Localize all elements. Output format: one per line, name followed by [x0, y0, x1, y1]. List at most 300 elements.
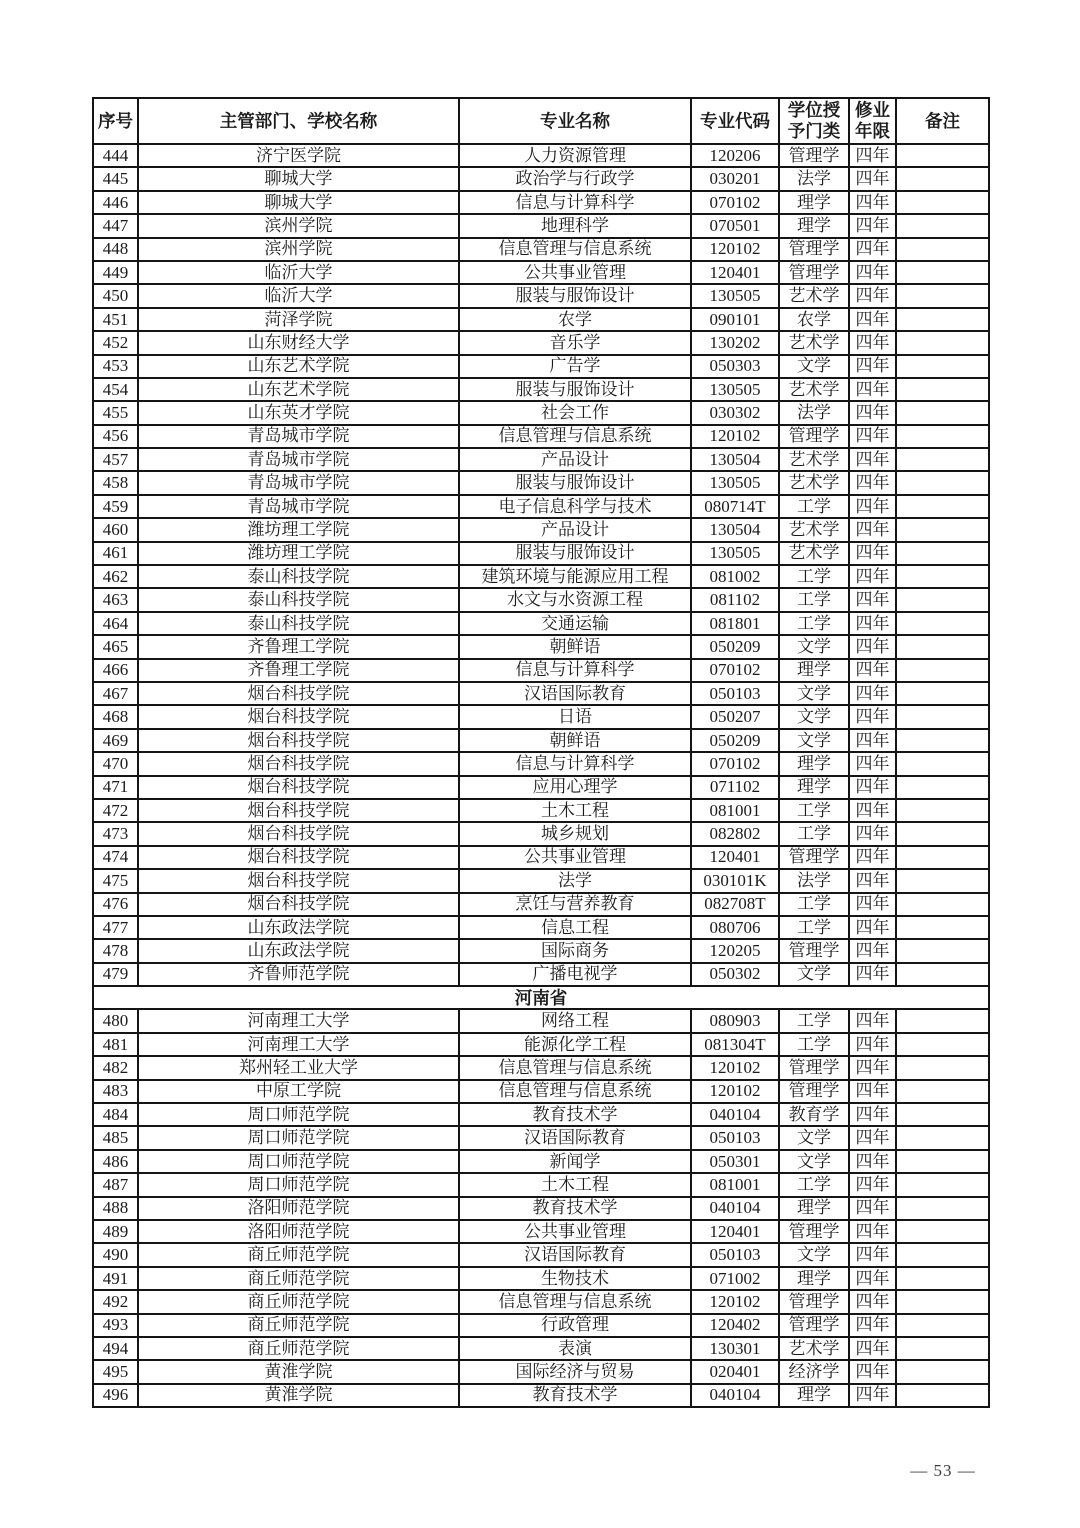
- table-row: [93, 752, 989, 775]
- cell-school: 山东英才学院: [138, 401, 459, 424]
- cell-years: 四年: [849, 495, 896, 518]
- cell-school: 烟台科技学院: [138, 752, 459, 775]
- column-header-school: 主管部门、学校名称: [138, 98, 459, 144]
- cell-years: 四年: [849, 1197, 896, 1220]
- cell-note: [896, 846, 989, 869]
- cell-years: 四年: [849, 1056, 896, 1079]
- table-row: [93, 869, 989, 892]
- table-row: [93, 1290, 989, 1313]
- table-row: [93, 1103, 989, 1126]
- cell-note: [896, 518, 989, 541]
- cell-years: 四年: [849, 939, 896, 962]
- cell-major: 土木工程: [459, 799, 691, 822]
- cell-major: 信息管理与信息系统: [459, 1080, 691, 1103]
- cell-note: [896, 1126, 989, 1149]
- cell-years: 四年: [849, 729, 896, 752]
- cell-years: 四年: [849, 1290, 896, 1313]
- cell-major: 建筑环境与能源应用工程: [459, 565, 691, 588]
- cell-major: 城乡规划: [459, 822, 691, 845]
- cell-school: 郑州轻工业大学: [138, 1056, 459, 1079]
- cell-years: 四年: [849, 284, 896, 307]
- cell-code: 120206: [691, 144, 779, 167]
- cell-code: 040104: [691, 1197, 779, 1220]
- cell-major: 地理科学: [459, 214, 691, 237]
- cell-note: [896, 822, 989, 845]
- table-row: [93, 1314, 989, 1337]
- cell-no: 486: [93, 1150, 138, 1173]
- cell-no: 450: [93, 284, 138, 307]
- cell-major: 产品设计: [459, 518, 691, 541]
- cell-school: 烟台科技学院: [138, 846, 459, 869]
- cell-years: 四年: [849, 1220, 896, 1243]
- cell-school: 滨州学院: [138, 238, 459, 261]
- cell-years: 四年: [849, 448, 896, 471]
- table-row: [93, 261, 989, 284]
- cell-code: 071002: [691, 1267, 779, 1290]
- table-row: [93, 705, 989, 728]
- cell-degree: 文学: [779, 1150, 849, 1173]
- column-header-no: 序号: [93, 98, 138, 144]
- cell-note: [896, 1384, 989, 1407]
- cell-degree: 管理学: [779, 1220, 849, 1243]
- cell-school: 烟台科技学院: [138, 776, 459, 799]
- cell-code: 130505: [691, 378, 779, 401]
- cell-note: [896, 565, 989, 588]
- cell-degree: 管理学: [779, 261, 849, 284]
- table-row: [93, 1267, 989, 1290]
- cell-note: [896, 1337, 989, 1360]
- cell-note: [896, 752, 989, 775]
- cell-no: 452: [93, 331, 138, 354]
- table-row: [93, 612, 989, 635]
- cell-school: 烟台科技学院: [138, 705, 459, 728]
- cell-major: 公共事业管理: [459, 1220, 691, 1243]
- cell-degree: 文学: [779, 963, 849, 986]
- cell-school: 中原工学院: [138, 1080, 459, 1103]
- cell-school: 临沂大学: [138, 261, 459, 284]
- cell-no: 455: [93, 401, 138, 424]
- cell-school: 山东艺术学院: [138, 355, 459, 378]
- cell-major: 音乐学: [459, 331, 691, 354]
- cell-no: 488: [93, 1197, 138, 1220]
- cell-school: 菏泽学院: [138, 308, 459, 331]
- cell-years: 四年: [849, 1150, 896, 1173]
- cell-degree: 管理学: [779, 1056, 849, 1079]
- cell-no: 465: [93, 635, 138, 658]
- table-row: [93, 1173, 989, 1196]
- table-row: [93, 355, 989, 378]
- cell-major: 汉语国际教育: [459, 1126, 691, 1149]
- cell-school: 青岛城市学院: [138, 495, 459, 518]
- cell-major: 信息管理与信息系统: [459, 425, 691, 448]
- cell-years: 四年: [849, 588, 896, 611]
- cell-degree: 艺术学: [779, 284, 849, 307]
- table-row: [93, 1033, 989, 1056]
- cell-major: 广播电视学: [459, 963, 691, 986]
- cell-note: [896, 1009, 989, 1032]
- cell-degree: 文学: [779, 729, 849, 752]
- cell-note: [896, 191, 989, 214]
- cell-major: 电子信息科学与技术: [459, 495, 691, 518]
- cell-code: 130504: [691, 518, 779, 541]
- cell-degree: 艺术学: [779, 471, 849, 494]
- cell-no: 492: [93, 1290, 138, 1313]
- cell-school: 黄淮学院: [138, 1360, 459, 1383]
- cell-note: [896, 963, 989, 986]
- cell-major: 应用心理学: [459, 776, 691, 799]
- cell-years: 四年: [849, 401, 896, 424]
- cell-degree: 工学: [779, 1033, 849, 1056]
- cell-school: 齐鲁理工学院: [138, 635, 459, 658]
- table-row: [93, 659, 989, 682]
- cell-school: 洛阳师范学院: [138, 1197, 459, 1220]
- cell-major: 产品设计: [459, 448, 691, 471]
- cell-degree: 理学: [779, 776, 849, 799]
- cell-school: 周口师范学院: [138, 1150, 459, 1173]
- cell-school: 烟台科技学院: [138, 822, 459, 845]
- cell-school: 潍坊理工学院: [138, 518, 459, 541]
- cell-code: 070102: [691, 659, 779, 682]
- table-row: [93, 191, 989, 214]
- cell-years: 四年: [849, 378, 896, 401]
- cell-note: [896, 1197, 989, 1220]
- cell-years: 四年: [849, 542, 896, 565]
- cell-code: 130301: [691, 1337, 779, 1360]
- table-row: [93, 565, 989, 588]
- column-header-note: 备注: [896, 98, 989, 144]
- cell-no: 479: [93, 963, 138, 986]
- cell-years: 四年: [849, 1033, 896, 1056]
- cell-years: 四年: [849, 1337, 896, 1360]
- cell-school: 聊城大学: [138, 191, 459, 214]
- cell-school: 周口师范学院: [138, 1126, 459, 1149]
- cell-degree: 文学: [779, 682, 849, 705]
- cell-note: [896, 1056, 989, 1079]
- cell-no: 458: [93, 471, 138, 494]
- cell-code: 050207: [691, 705, 779, 728]
- cell-note: [896, 1103, 989, 1126]
- cell-degree: 艺术学: [779, 448, 849, 471]
- cell-no: 484: [93, 1103, 138, 1126]
- cell-code: 050209: [691, 635, 779, 658]
- table-row: [93, 916, 989, 939]
- table-row: [93, 1384, 989, 1407]
- cell-no: 495: [93, 1360, 138, 1383]
- cell-years: 四年: [849, 846, 896, 869]
- cell-years: 四年: [849, 518, 896, 541]
- cell-degree: 文学: [779, 355, 849, 378]
- cell-code: 120402: [691, 1314, 779, 1337]
- cell-school: 商丘师范学院: [138, 1290, 459, 1313]
- cell-degree: 工学: [779, 916, 849, 939]
- cell-code: 040104: [691, 1384, 779, 1407]
- cell-major: 人力资源管理: [459, 144, 691, 167]
- table-row: [93, 588, 989, 611]
- cell-major: 汉语国际教育: [459, 682, 691, 705]
- cell-school: 山东财经大学: [138, 331, 459, 354]
- cell-years: 四年: [849, 799, 896, 822]
- cell-school: 青岛城市学院: [138, 471, 459, 494]
- cell-code: 080903: [691, 1009, 779, 1032]
- cell-years: 四年: [849, 261, 896, 284]
- cell-school: 商丘师范学院: [138, 1267, 459, 1290]
- cell-no: 480: [93, 1009, 138, 1032]
- cell-years: 四年: [849, 705, 896, 728]
- cell-note: [896, 799, 989, 822]
- cell-no: 491: [93, 1267, 138, 1290]
- cell-major: 信息工程: [459, 916, 691, 939]
- cell-school: 周口师范学院: [138, 1103, 459, 1126]
- cell-no: 464: [93, 612, 138, 635]
- cell-no: 449: [93, 261, 138, 284]
- cell-note: [896, 588, 989, 611]
- cell-code: 050103: [691, 682, 779, 705]
- cell-code: 130202: [691, 331, 779, 354]
- cell-note: [896, 893, 989, 916]
- cell-degree: 理学: [779, 752, 849, 775]
- cell-no: 476: [93, 893, 138, 916]
- cell-degree: 理学: [779, 1384, 849, 1407]
- table-row: [93, 425, 989, 448]
- cell-code: 050209: [691, 729, 779, 752]
- table-row: [93, 776, 989, 799]
- cell-major: 国际经济与贸易: [459, 1360, 691, 1383]
- cell-code: 120102: [691, 238, 779, 261]
- cell-years: 四年: [849, 822, 896, 845]
- cell-note: [896, 916, 989, 939]
- cell-no: 474: [93, 846, 138, 869]
- cell-degree: 工学: [779, 1173, 849, 1196]
- cell-years: 四年: [849, 191, 896, 214]
- cell-note: [896, 261, 989, 284]
- cell-code: 081002: [691, 565, 779, 588]
- cell-code: 081001: [691, 799, 779, 822]
- cell-major: 服装与服饰设计: [459, 471, 691, 494]
- table-row: [93, 1243, 989, 1266]
- cell-degree: 理学: [779, 191, 849, 214]
- cell-no: 456: [93, 425, 138, 448]
- table-row: [93, 1360, 989, 1383]
- cell-code: 081801: [691, 612, 779, 635]
- cell-no: 463: [93, 588, 138, 611]
- cell-degree: 管理学: [779, 1314, 849, 1337]
- cell-code: 040104: [691, 1103, 779, 1126]
- table-row: [93, 1126, 989, 1149]
- cell-no: 445: [93, 167, 138, 190]
- cell-no: 483: [93, 1080, 138, 1103]
- cell-years: 四年: [849, 893, 896, 916]
- cell-major: 能源化学工程: [459, 1033, 691, 1056]
- cell-no: 459: [93, 495, 138, 518]
- cell-degree: 管理学: [779, 846, 849, 869]
- table-row: [93, 1150, 989, 1173]
- cell-years: 四年: [849, 776, 896, 799]
- cell-note: [896, 682, 989, 705]
- cell-school: 河南理工大学: [138, 1009, 459, 1032]
- cell-note: [896, 425, 989, 448]
- cell-no: 481: [93, 1033, 138, 1056]
- cell-note: [896, 705, 989, 728]
- cell-code: 130505: [691, 471, 779, 494]
- cell-major: 行政管理: [459, 1314, 691, 1337]
- cell-major: 信息与计算科学: [459, 659, 691, 682]
- cell-school: 河南理工大学: [138, 1033, 459, 1056]
- cell-school: 泰山科技学院: [138, 588, 459, 611]
- cell-code: 120401: [691, 846, 779, 869]
- cell-school: 烟台科技学院: [138, 729, 459, 752]
- cell-school: 济宁医学院: [138, 144, 459, 167]
- cell-degree: 工学: [779, 822, 849, 845]
- cell-major: 服装与服饰设计: [459, 284, 691, 307]
- cell-note: [896, 1267, 989, 1290]
- table-row: [93, 1220, 989, 1243]
- table-header-row: [93, 98, 989, 144]
- cell-degree: 工学: [779, 1009, 849, 1032]
- cell-code: 080706: [691, 916, 779, 939]
- cell-no: 490: [93, 1243, 138, 1266]
- cell-no: 453: [93, 355, 138, 378]
- cell-code: 081102: [691, 588, 779, 611]
- cell-code: 081304T: [691, 1033, 779, 1056]
- cell-school: 烟台科技学院: [138, 799, 459, 822]
- cell-years: 四年: [849, 425, 896, 448]
- cell-note: [896, 1314, 989, 1337]
- cell-major: 烹饪与营养教育: [459, 893, 691, 916]
- cell-code: 120102: [691, 1080, 779, 1103]
- table-row: [93, 238, 989, 261]
- column-header-degree: 学位授予门类: [779, 98, 849, 144]
- cell-code: 082802: [691, 822, 779, 845]
- cell-school: 烟台科技学院: [138, 893, 459, 916]
- cell-major: 广告学: [459, 355, 691, 378]
- column-header-years: 修业年限: [849, 98, 896, 144]
- cell-code: 070501: [691, 214, 779, 237]
- cell-major: 朝鲜语: [459, 729, 691, 752]
- cell-degree: 艺术学: [779, 331, 849, 354]
- cell-no: 451: [93, 308, 138, 331]
- cell-school: 商丘师范学院: [138, 1314, 459, 1337]
- cell-years: 四年: [849, 1103, 896, 1126]
- cell-major: 土木工程: [459, 1173, 691, 1196]
- cell-school: 齐鲁师范学院: [138, 963, 459, 986]
- cell-note: [896, 1033, 989, 1056]
- table-row: [93, 1009, 989, 1032]
- cell-code: 082708T: [691, 893, 779, 916]
- cell-note: [896, 378, 989, 401]
- cell-years: 四年: [849, 1243, 896, 1266]
- cell-note: [896, 308, 989, 331]
- cell-note: [896, 1290, 989, 1313]
- cell-code: 050302: [691, 963, 779, 986]
- cell-major: 政治学与行政学: [459, 167, 691, 190]
- cell-note: [896, 284, 989, 307]
- cell-code: 080714T: [691, 495, 779, 518]
- cell-years: 四年: [849, 167, 896, 190]
- cell-degree: 工学: [779, 612, 849, 635]
- cell-degree: 法学: [779, 401, 849, 424]
- cell-years: 四年: [849, 635, 896, 658]
- cell-degree: 文学: [779, 635, 849, 658]
- cell-no: 475: [93, 869, 138, 892]
- cell-degree: 艺术学: [779, 378, 849, 401]
- cell-degree: 文学: [779, 1243, 849, 1266]
- cell-school: 山东艺术学院: [138, 378, 459, 401]
- cell-note: [896, 214, 989, 237]
- table-row: [93, 167, 989, 190]
- cell-school: 山东政法学院: [138, 939, 459, 962]
- cell-no: 487: [93, 1173, 138, 1196]
- cell-major: 信息管理与信息系统: [459, 1290, 691, 1313]
- cell-school: 商丘师范学院: [138, 1337, 459, 1360]
- cell-major: 汉语国际教育: [459, 1243, 691, 1266]
- cell-code: 070102: [691, 752, 779, 775]
- cell-major: 表演: [459, 1337, 691, 1360]
- cell-note: [896, 1243, 989, 1266]
- cell-degree: 艺术学: [779, 518, 849, 541]
- cell-note: [896, 448, 989, 471]
- cell-years: 四年: [849, 1009, 896, 1032]
- cell-code: 120102: [691, 1290, 779, 1313]
- cell-no: 462: [93, 565, 138, 588]
- cell-school: 齐鲁理工学院: [138, 659, 459, 682]
- table-row: [93, 939, 989, 962]
- cell-degree: 文学: [779, 705, 849, 728]
- column-header-major: 专业名称: [459, 98, 691, 144]
- table-row: [93, 378, 989, 401]
- cell-note: [896, 1360, 989, 1383]
- cell-major: 教育技术学: [459, 1197, 691, 1220]
- table-row: [93, 1080, 989, 1103]
- cell-major: 水文与水资源工程: [459, 588, 691, 611]
- cell-degree: 法学: [779, 167, 849, 190]
- cell-no: 477: [93, 916, 138, 939]
- cell-note: [896, 144, 989, 167]
- cell-code: 070102: [691, 191, 779, 214]
- cell-years: 四年: [849, 565, 896, 588]
- cell-note: [896, 1173, 989, 1196]
- cell-years: 四年: [849, 1384, 896, 1407]
- cell-years: 四年: [849, 238, 896, 261]
- cell-no: 454: [93, 378, 138, 401]
- cell-years: 四年: [849, 682, 896, 705]
- cell-note: [896, 401, 989, 424]
- cell-code: 030201: [691, 167, 779, 190]
- section-row: [93, 986, 989, 1009]
- cell-degree: 理学: [779, 1197, 849, 1220]
- cell-major: 公共事业管理: [459, 261, 691, 284]
- cell-school: 滨州学院: [138, 214, 459, 237]
- cell-school: 黄淮学院: [138, 1384, 459, 1407]
- cell-code: 120401: [691, 1220, 779, 1243]
- cell-years: 四年: [849, 1360, 896, 1383]
- cell-years: 四年: [849, 355, 896, 378]
- cell-degree: 理学: [779, 1267, 849, 1290]
- cell-degree: 经济学: [779, 1360, 849, 1383]
- cell-no: 466: [93, 659, 138, 682]
- cell-no: 457: [93, 448, 138, 471]
- cell-no: 468: [93, 705, 138, 728]
- cell-major: 网络工程: [459, 1009, 691, 1032]
- cell-note: [896, 776, 989, 799]
- cell-major: 公共事业管理: [459, 846, 691, 869]
- cell-school: 泰山科技学院: [138, 612, 459, 635]
- cell-major: 生物技术: [459, 1267, 691, 1290]
- cell-years: 四年: [849, 1080, 896, 1103]
- cell-major: 农学: [459, 308, 691, 331]
- cell-degree: 文学: [779, 1126, 849, 1149]
- cell-code: 030302: [691, 401, 779, 424]
- table-row: [93, 471, 989, 494]
